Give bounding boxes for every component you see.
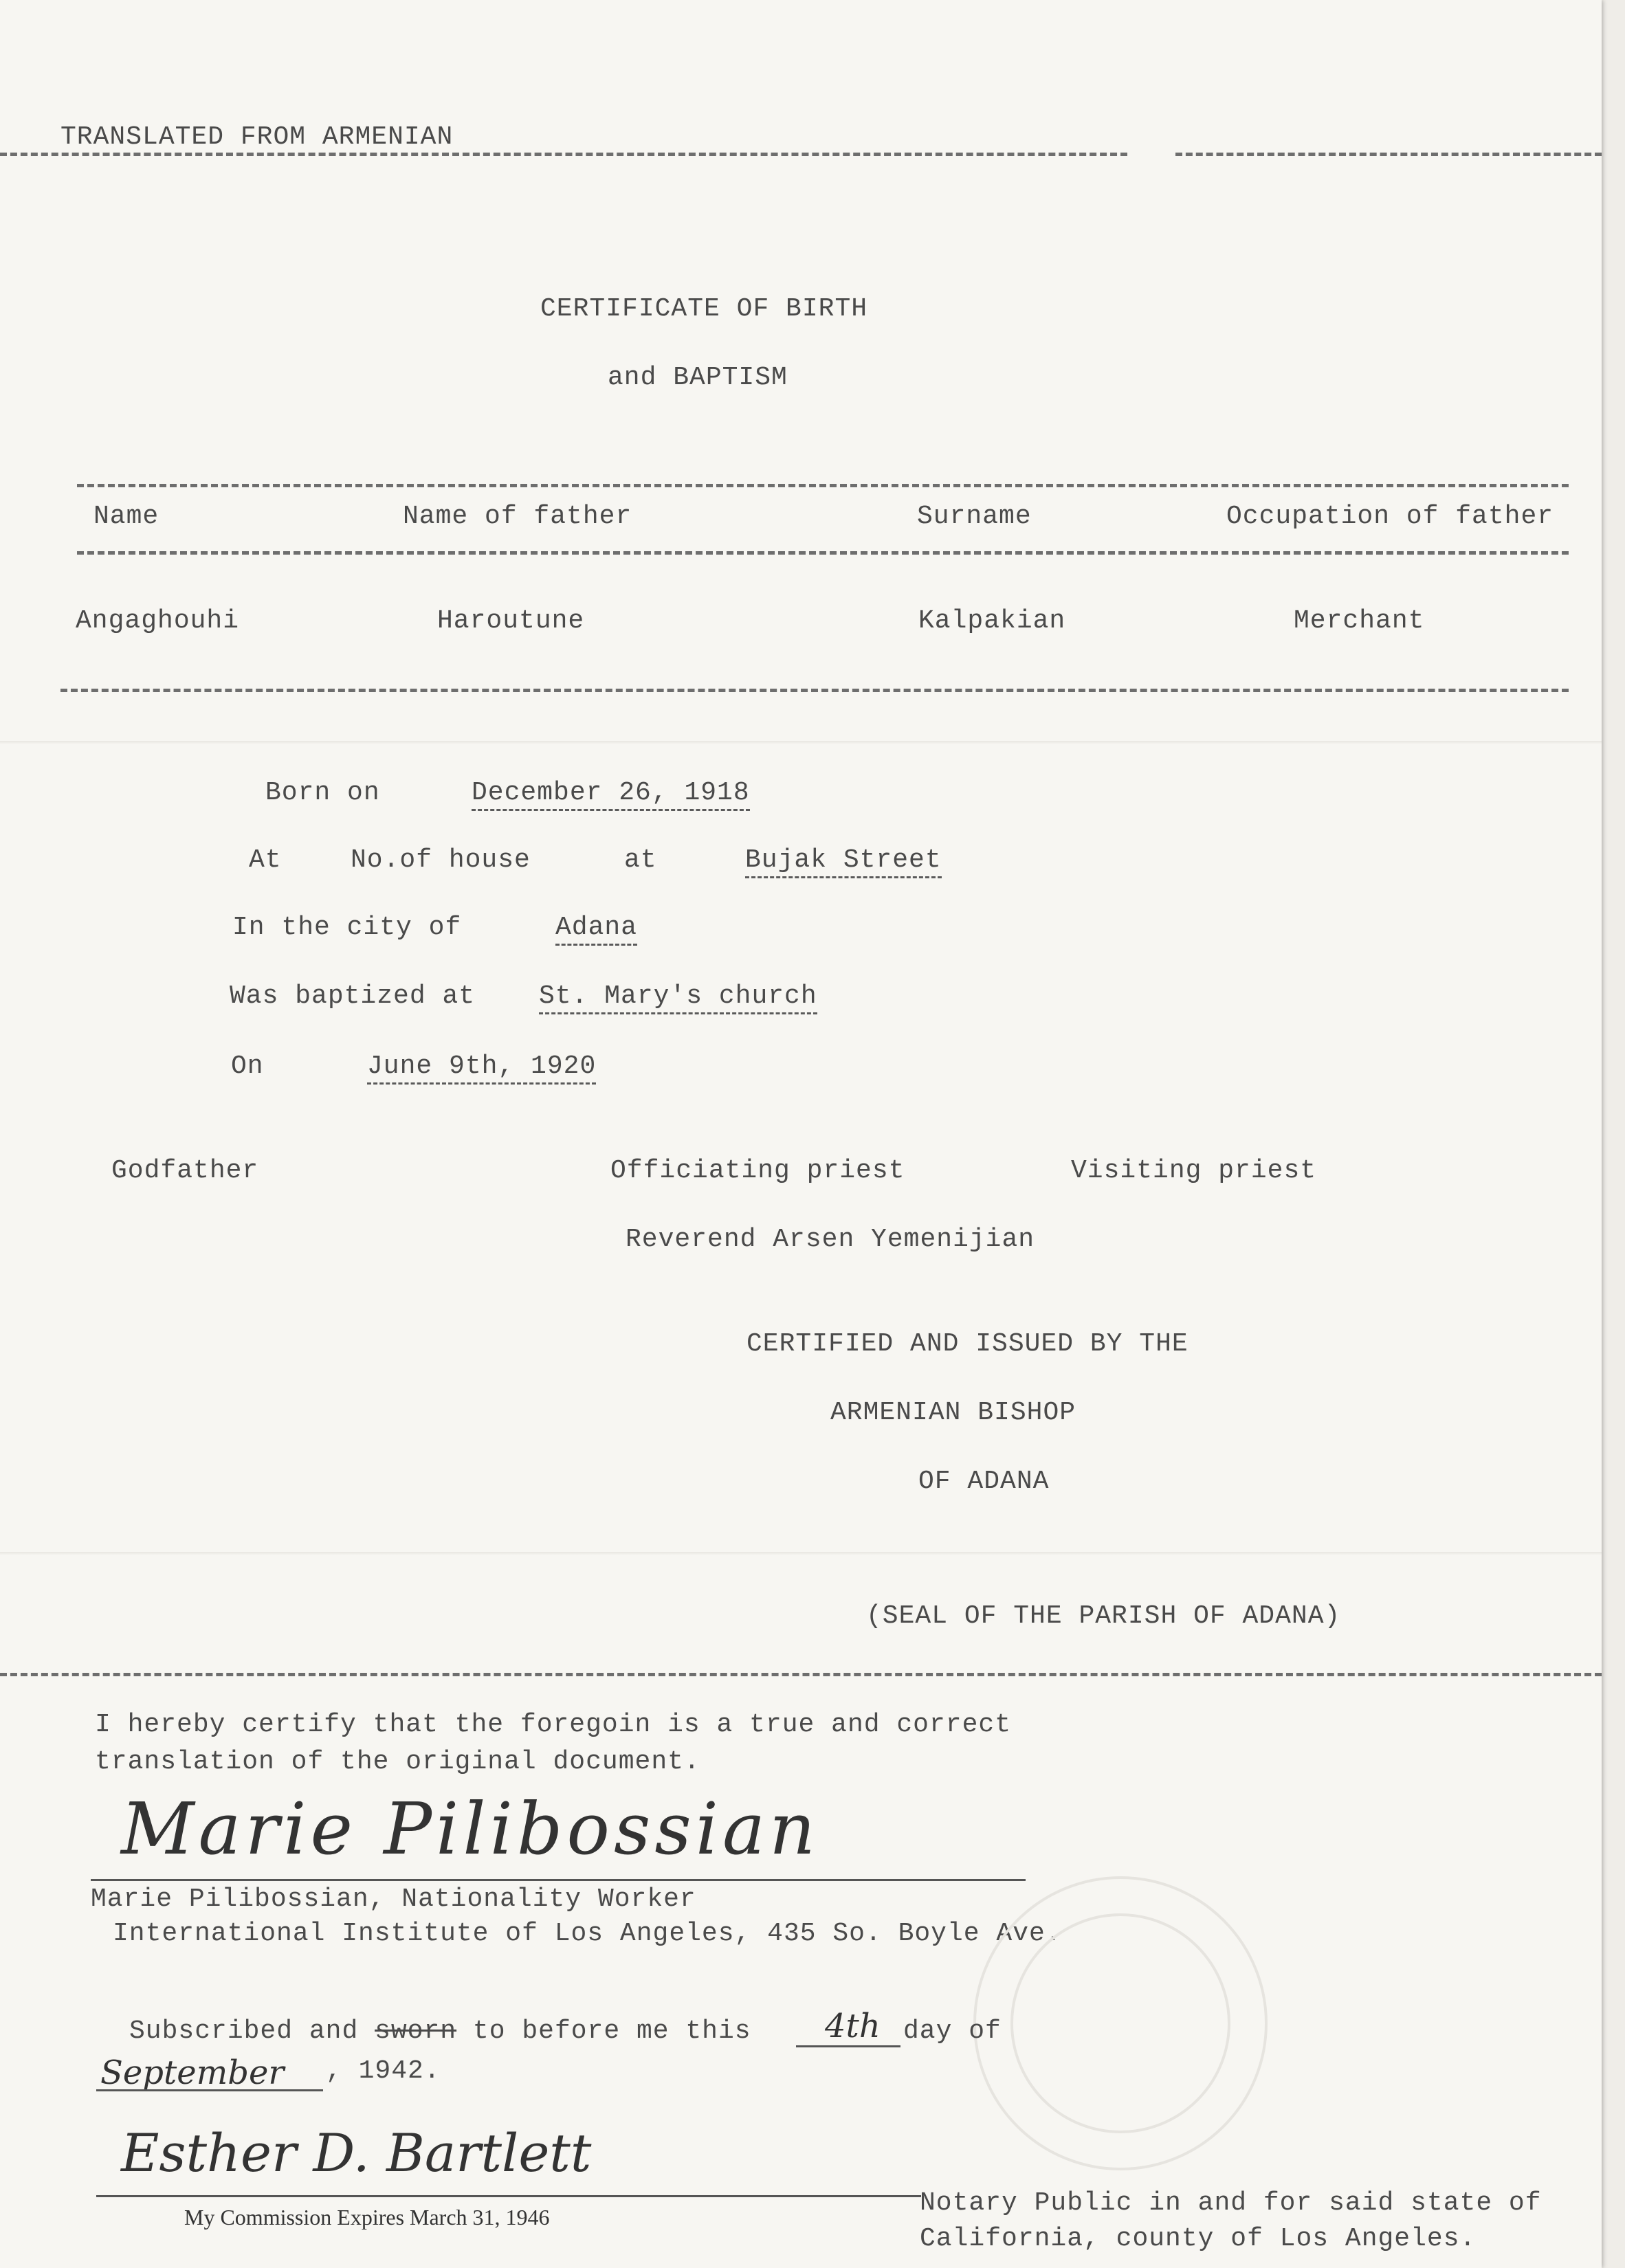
fold-crease [0,1552,1602,1555]
header-label: TRANSLATED FROM ARMENIAN [60,122,454,152]
born-value: December 26, 1918 [472,778,750,811]
header-rule [0,153,1127,156]
seal-note: (SEAL OF THE PARISH OF ADANA) [866,1601,1341,1631]
cell-surname: Kalpakian [918,606,1066,636]
cell-occupation: Merchant [1294,606,1425,636]
city-value: Adana [555,913,637,946]
at-label: At [249,845,282,875]
section-rule [0,1673,1602,1676]
notary-seal-inner [1010,1913,1230,2133]
on-label: On [231,1052,264,1081]
godfather-label: Godfather [111,1156,259,1186]
translator-signature: Marie Pilibossian [121,1787,820,1871]
issuer-line: OF ADANA [918,1467,1050,1496]
column-header: Surname [917,502,1032,531]
officiating-priest-label: Officiating priest [610,1156,905,1186]
born-label: Born on [265,778,380,808]
fold-crease [0,741,1602,744]
signer-address: International Institute of Los Angeles, 435 So. Boyle Ave. [113,1919,1062,1948]
header-rule [1175,153,1602,156]
certification-text: translation of the original document. [95,1747,700,1777]
column-header: Occupation of father [1226,502,1554,531]
year-text: , 1942. [326,2056,441,2086]
notary-text: Notary Public in and for said state of [920,2188,1542,2218]
table-rule-bottom [60,689,1569,692]
signer-name: Marie Pilibossian, Nationality Worker [91,1885,696,1914]
cell-name: Angaghouhi [76,606,240,636]
day-line [796,2045,900,2047]
notary-signature-line [96,2195,921,2197]
city-label: In the city of [232,913,462,942]
month-line [96,2089,323,2091]
day-handwritten: 4th [825,2007,881,2045]
sworn-struck: sworn [375,2016,457,2046]
subscribed-text: Subscribed and [129,2016,359,2046]
day-of-text: day of [903,2016,1002,2046]
certificate-subtitle: and BAPTISM [608,363,788,392]
subscribed-text: to before me this [472,2016,751,2046]
notary-text: California, county of Los Angeles. [920,2224,1477,2254]
table-rule-top [77,484,1569,487]
notary-signature: Esther D. Bartlett [121,2122,592,2183]
baptized-value: St. Mary's church [539,981,817,1014]
signature-line [91,1879,1026,1881]
visiting-priest-label: Visiting priest [1071,1156,1317,1186]
issuer-line: ARMENIAN BISHOP [830,1398,1076,1427]
cell-father: Haroutune [437,606,585,636]
priest-name: Reverend Arsen Yemenijian [626,1225,1035,1254]
issuer-line: CERTIFIED AND ISSUED BY THE [747,1329,1189,1359]
commission-stamp: My Commission Expires March 31, 1946 [184,2205,550,2230]
house-label: No.of house [351,845,531,875]
certification-text: I hereby certify that the foregoin is a true and correct [95,1710,1012,1739]
column-header: Name [93,502,159,531]
certificate-title: CERTIFICATE OF BIRTH [540,294,868,324]
column-header: Name of father [403,502,632,531]
street-value: Bujak Street [745,845,942,878]
month-handwritten: September [100,2054,285,2092]
on-value: June 9th, 1920 [367,1052,596,1085]
baptized-label: Was baptized at [230,981,476,1011]
at2-label: at [624,845,657,875]
table-rule-mid [77,551,1569,555]
